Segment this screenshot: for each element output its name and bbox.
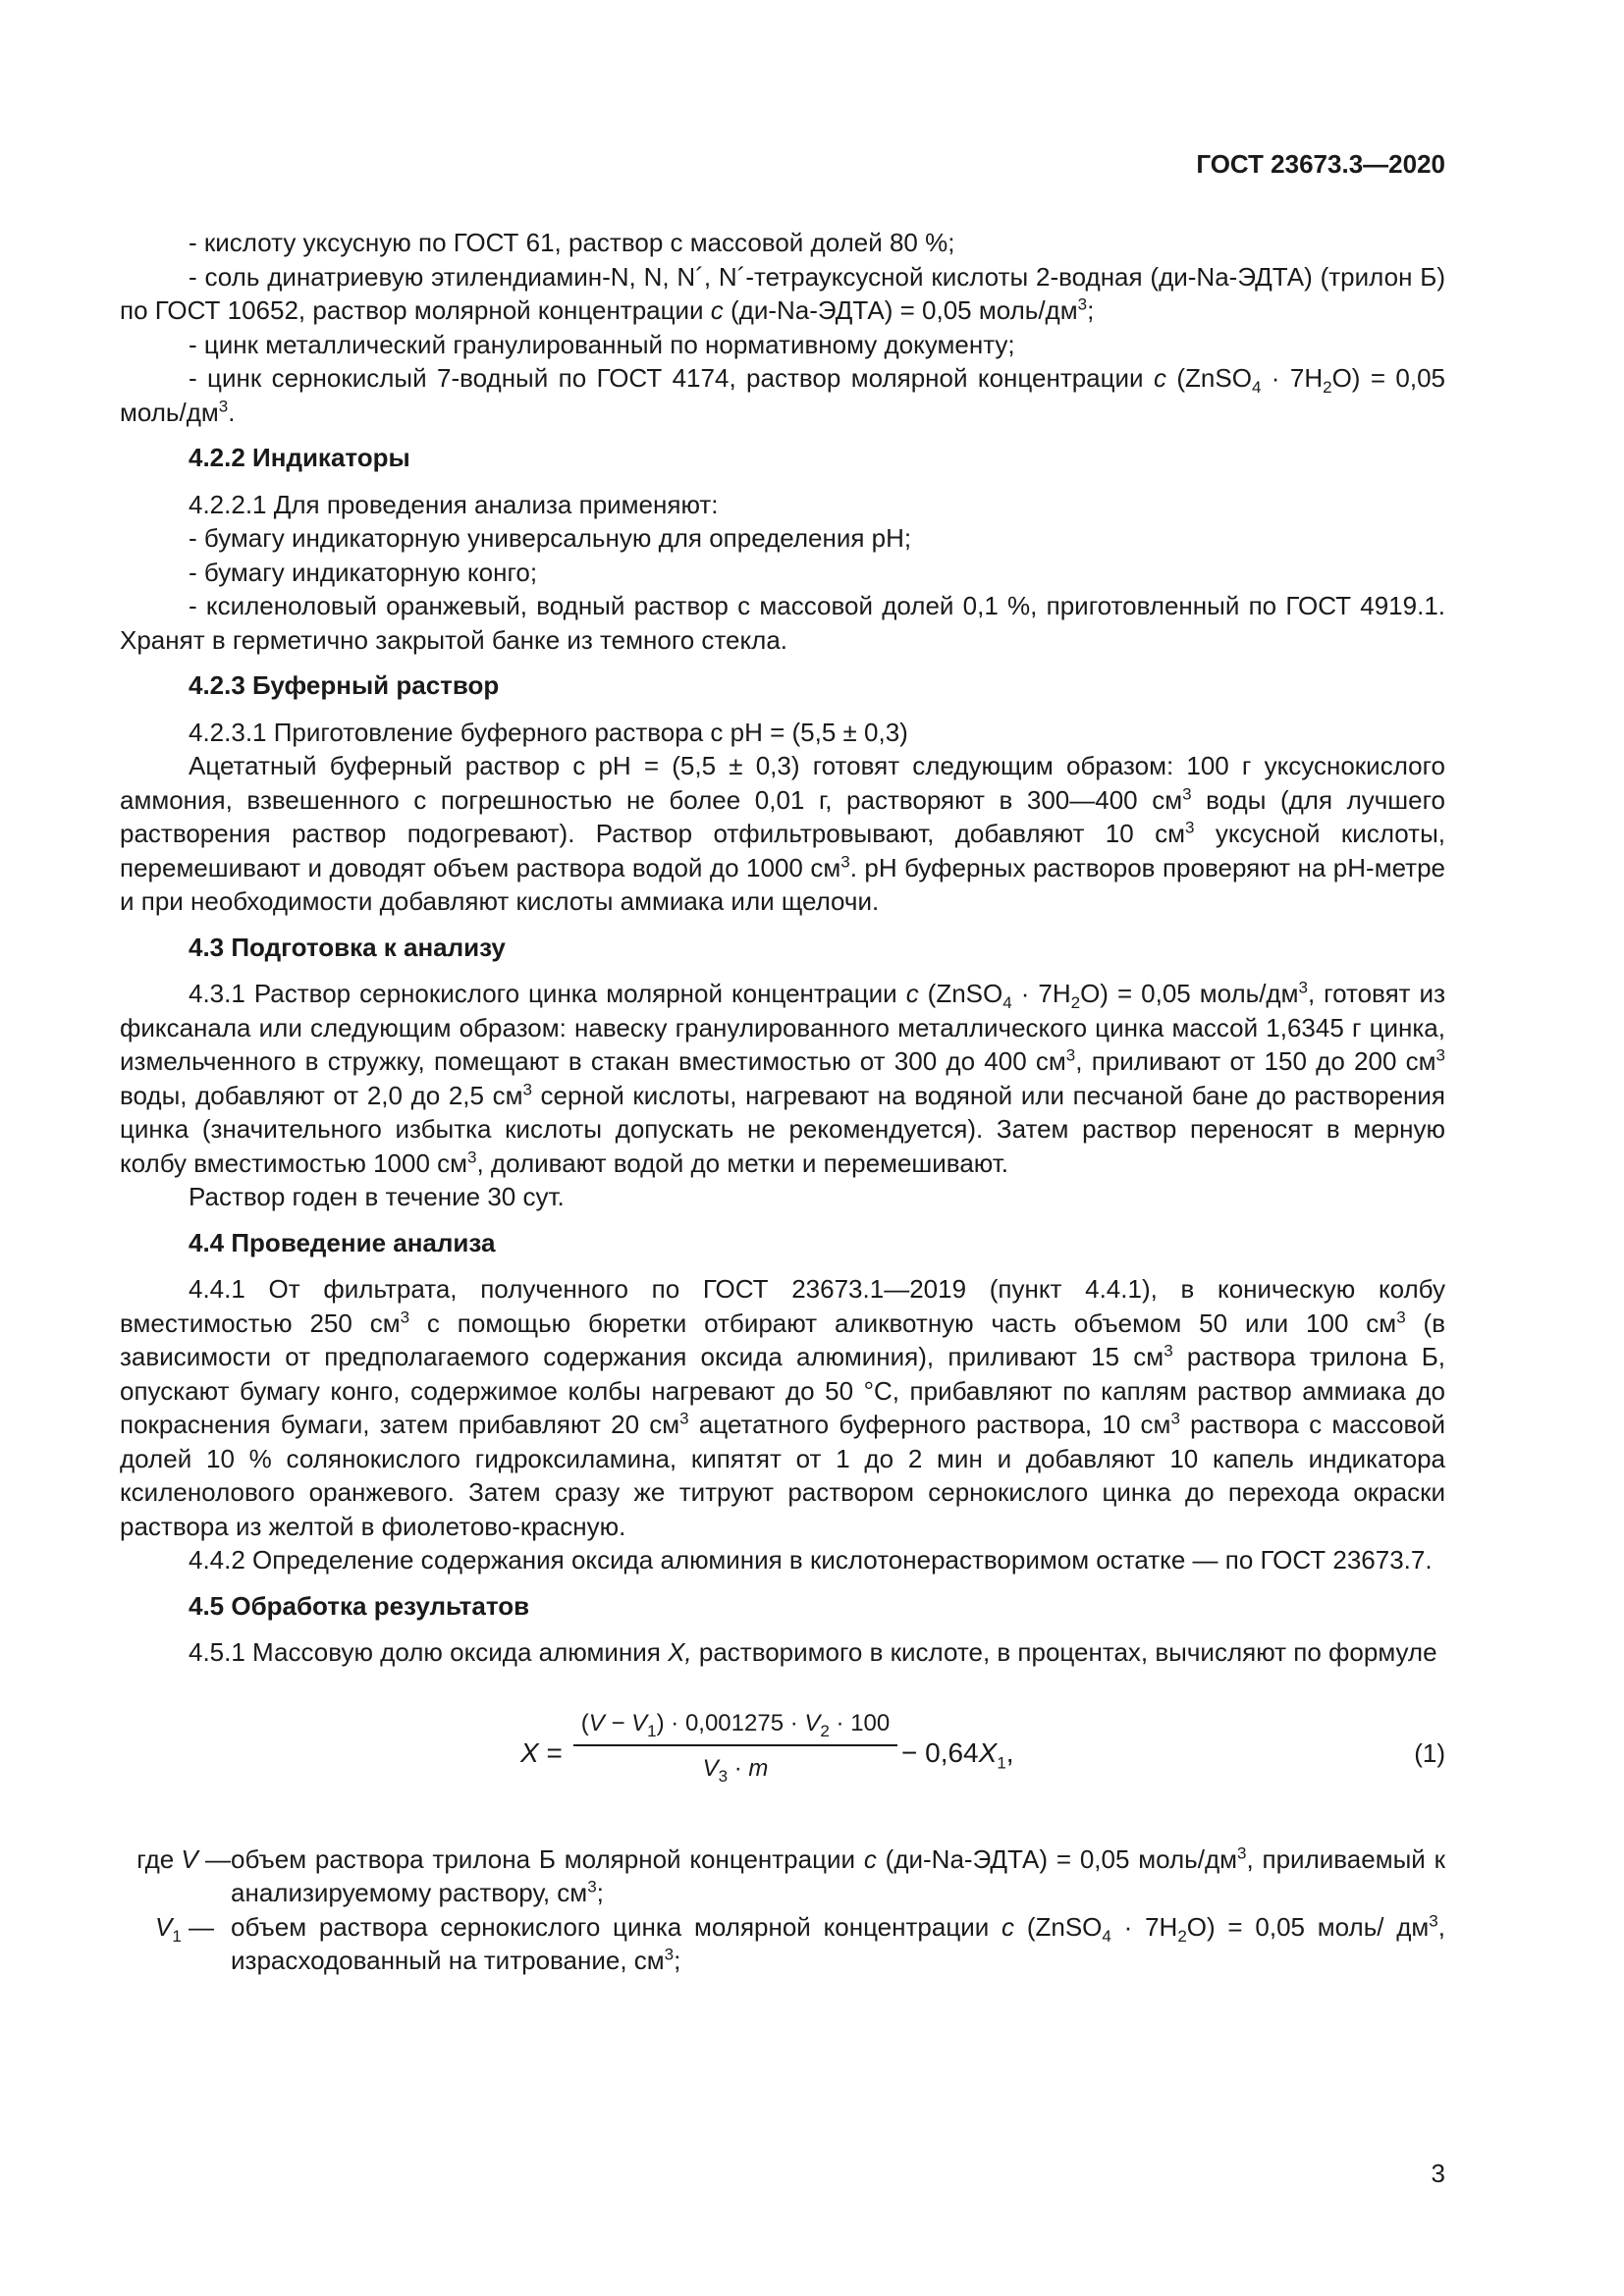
results-text: 4.5.1 Массовую долю оксида алюминия X, растворимого в кислоте, в процентах, вычисляют по формуле (189, 1637, 1437, 1667)
formula-tail: − $0,64X_1$, (901, 1736, 1014, 1773)
section-heading-buffer: 4.2.3 Буферный раствор (189, 670, 500, 700)
analysis-text: 4.4.1 От фильтрата, полученного по ГОСТ 23673.1—2019 (пункт 4.4.1), в коническую колбу вместимостью 250 $см^3$ с помощью бюретки отбирают аликвотную часть объемом 50 или 100 $см^3$ (в зависимости от предполагаемого содержания оксида алюминия), приливают 15 $см^3$ раствора трилона Б, опускают бумагу конго, содержимое колбы нагревают до 50 °С, прибавляют по каплям раствор аммиака до покраснения бумаги, затем прибавляют 20 $см^3$ ацетатного буферного раствора, 10 $см^3$ раствора с массовой долей 10 % солянокислого гидроксиламина, кипятят от 1 до 2 мин и добавляют 10 капель индикатора ксиленолового оранжевого. Затем сразу же титруют раствором сернокислого цинка до перехода окраски раствора из желтой в фиолетово-красную. (120, 1274, 1446, 1541)
formula-number: (1) (1414, 1737, 1445, 1768)
standard-code-header: ГОСТ 23673.3—2020 (1196, 149, 1445, 179)
section-heading-preparation: 4.3 Подготовка к анализу (189, 932, 506, 962)
section-heading-analysis: 4.4 Проведение анализа (189, 1227, 496, 1257)
where-item (120, 1910, 1445, 1978)
reagent-item: - соль динатриевую этилендиамин-N, N, N´, N´-тетрауксусной кислоты 2-водная (ди-Na-ЭДТА) (трилон Б) по ГОСТ 10652, раствор молярной концентрации c (ди-Na-ЭДТА) = 0,05 моль/$дм^3$; (120, 261, 1445, 325)
buffer-prep-text: Ацетатный буферный раствор с pH = (5,5 ± 0,3) готовят следующим образом: 100 г уксуснокислого аммония, взвешенного с погрешностью не более 0,01 г, растворяют в 300—400 $см^3$ воды (для лучшего растворения раствор подогревают). Раствор отфильтровывают, добавляют 10 $см^3$ уксусной кислоты, перемешивают и доводят объем раствора водой до 1000 $см^3$. pH буферных растворов проверяют на pH-метре и при необходимости добавляют кислоты аммиака или щелочи. (120, 751, 1445, 916)
formula-numerator: $(V - V_1) \cdot 0,001275 \cdot V_2 \cdot 100$ (580, 1709, 891, 1740)
preparation-text: 4.3.1 Раствор сернокислого цинка молярной концентрации c (ZnSO$_4$ · $7H_2O) = 0,05$ моль/$дм^3$, готовят из фиксанала или следующим образом: навеску гранулированного металлического цинка массой 1,6345 г цинка, измельченного в стружку, помещают в стакан вместимостью от 300 до 400 $см^3$, приливают от 150 до 200 $см^3$ воды, добавляют от 2,0 до 2,5 $см^3$ серной кислоты, нагревают на водяной или песчаной бане до растворения цинка (значительного избытка кислоты допускать не рекомендуется). Затем раствор переносят в мерную колбу вместимостью 1000 $см^3$, доливают водой до метки и перемешивают. (120, 978, 1446, 1178)
indicator-item: - бумагу индикаторную универсальную для определения pH; (189, 523, 912, 553)
where-item (120, 1842, 1445, 1910)
section-heading-indicators: 4.2.2 Индикаторы (189, 443, 410, 472)
page-number: 3 (1431, 2159, 1445, 2188)
formula-denominator: $V_3 \cdot m$ (702, 1755, 769, 1786)
analysis-residue-text: 4.4.2 Определение содержания оксида алюминия в кислотонерастворимом остатке — по ГОСТ 23673.7. (189, 1545, 1433, 1575)
formula-fraction (573, 1707, 897, 1787)
buffer-prep-title: 4.2.3.1 Приготовление буферного раствора с pH = (5,5 ± 0,3) (189, 717, 908, 747)
where-term: где V — (136, 1843, 231, 1874)
formula-lhs: X = (520, 1736, 563, 1768)
indicators-intro: 4.2.2.1 Для проведения анализа применяют: (189, 489, 719, 519)
where-term: $V_1$ — (155, 1911, 215, 1946)
reagent-item: - цинк металлический гранулированный по нормативному документу; (189, 329, 1015, 359)
preparation-shelf-life: Раствор годен в течение 30 сут. (189, 1182, 565, 1211)
formula-1 (120, 1705, 1445, 1803)
where-text: объем раствора трилона Б молярной концентрации c (ди-Na-ЭДТА) = 0,05 моль/$дм^3$, приливаемый к анализируемому раствору, $см^3$; (231, 1842, 1445, 1907)
reagent-item: - цинк сернокислый 7-водный по ГОСТ 4174, раствор молярной концентрации c (ZnSO$_4$ · $7H_2O) = 0,05$ моль/$дм^3$. (120, 363, 1446, 427)
section-heading-results: 4.5 Обработка результатов (189, 1590, 530, 1621)
page-content (120, 226, 1445, 1978)
indicator-item: - ксиленоловый оранжевый, водный раствор с массовой долей 0,1 %, приготовленный по ГОСТ 4919.1. Хранят в герметично закрытой банке из темного стекла. (120, 591, 1445, 655)
reagent-item: - кислоту уксусную по ГОСТ 61, раствор с массовой долей 80 %; (189, 228, 955, 257)
where-text: объем раствора сернокислого цинка молярной концентрации c (ZnSO$_4$ · $7H_2O) = 0,05$ моль/ $дм^3$, израсходованный на титрование, $см^3$; (231, 1910, 1445, 1975)
indicator-item: - бумагу индикаторную конго; (189, 557, 538, 587)
